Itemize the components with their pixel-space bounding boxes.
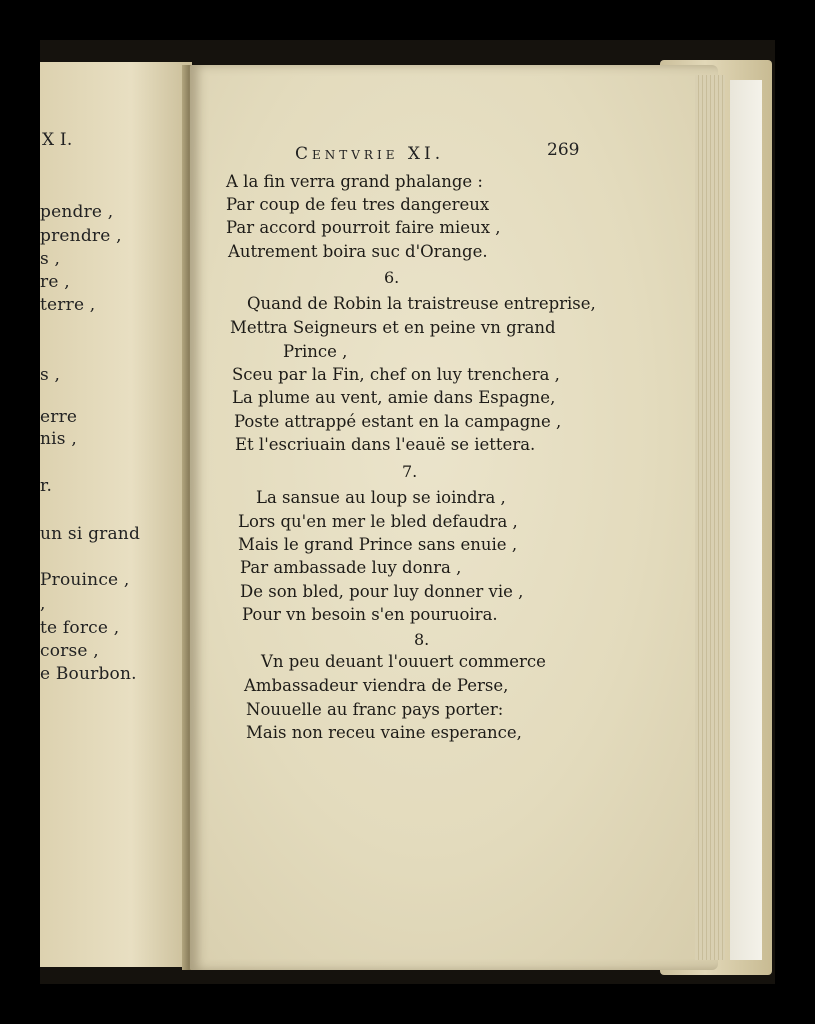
verse-line: Par coup de feu tres dangereux <box>226 195 490 214</box>
left-line: s , <box>40 365 61 385</box>
left-line: erre <box>40 407 78 427</box>
left-line: s , <box>40 249 61 269</box>
left-line: terre , <box>40 295 96 315</box>
book-photograph <box>40 40 775 984</box>
page-edges <box>695 75 725 960</box>
left-line: e Bourbon. <box>40 664 137 684</box>
verse-line: La sansue au loup se ioindra , <box>256 488 506 507</box>
left-line: r. <box>40 476 53 496</box>
left-line: te force , <box>40 618 120 638</box>
quatrain-number: 8. <box>414 630 430 649</box>
left-line: un si grand <box>40 524 141 544</box>
verse-line: A la fin verra grand phalange : <box>226 172 483 191</box>
running-head: Centvrie XI. <box>295 144 445 164</box>
left-line: prendre , <box>40 226 122 246</box>
left-line: pendre , <box>40 202 114 222</box>
verse-line: Autrement boira suc d'Orange. <box>228 242 488 261</box>
verse-line: Vn peu deuant l'ouuert commerce <box>261 652 546 671</box>
verse-line: Mais le grand Prince sans enuie , <box>238 535 518 554</box>
verse-line: Quand de Robin la traistreuse entreprise, <box>247 294 596 313</box>
verse-line: Par ambassade luy donra , <box>240 558 462 577</box>
left-line: re , <box>40 272 70 292</box>
verse-line: Mettra Seigneurs et en peine vn grand <box>230 318 556 337</box>
verse-line: Lors qu'en mer le bled defaudra , <box>238 512 518 531</box>
verse-line: Mais non receu vaine esperance, <box>246 723 522 742</box>
verse-line: Poste attrappé estant en la campagne , <box>234 412 562 431</box>
verse-line: Sceu par la Fin, chef on luy trenchera , <box>232 365 560 384</box>
verse-line: Par accord pourroit faire mieux , <box>226 218 501 237</box>
left-running-head: X I. <box>42 130 73 150</box>
verse-line: Prince , <box>283 342 348 361</box>
left-page <box>40 62 192 967</box>
verse-line: Ambassadeur viendra de Perse, <box>244 676 509 695</box>
quatrain-number: 7. <box>402 462 418 481</box>
left-line: , <box>40 594 46 614</box>
verse-line: Pour vn besoin s'en pouruoira. <box>242 605 498 624</box>
verse-line: De son bled, pour luy donner vie , <box>240 582 524 601</box>
left-line: Prouince , <box>40 570 130 590</box>
verse-line: Nouuelle au franc pays porter: <box>246 700 504 719</box>
left-line: corse , <box>40 641 99 661</box>
verse-line: Et l'escriuain dans l'eauë se iettera. <box>235 435 536 454</box>
quatrain-number: 6. <box>384 268 400 287</box>
endpaper-edge <box>730 80 762 960</box>
verse-line: La plume au vent, amie dans Espagne, <box>232 388 556 407</box>
left-line: nis , <box>40 429 77 449</box>
page-number: 269 <box>547 140 580 160</box>
